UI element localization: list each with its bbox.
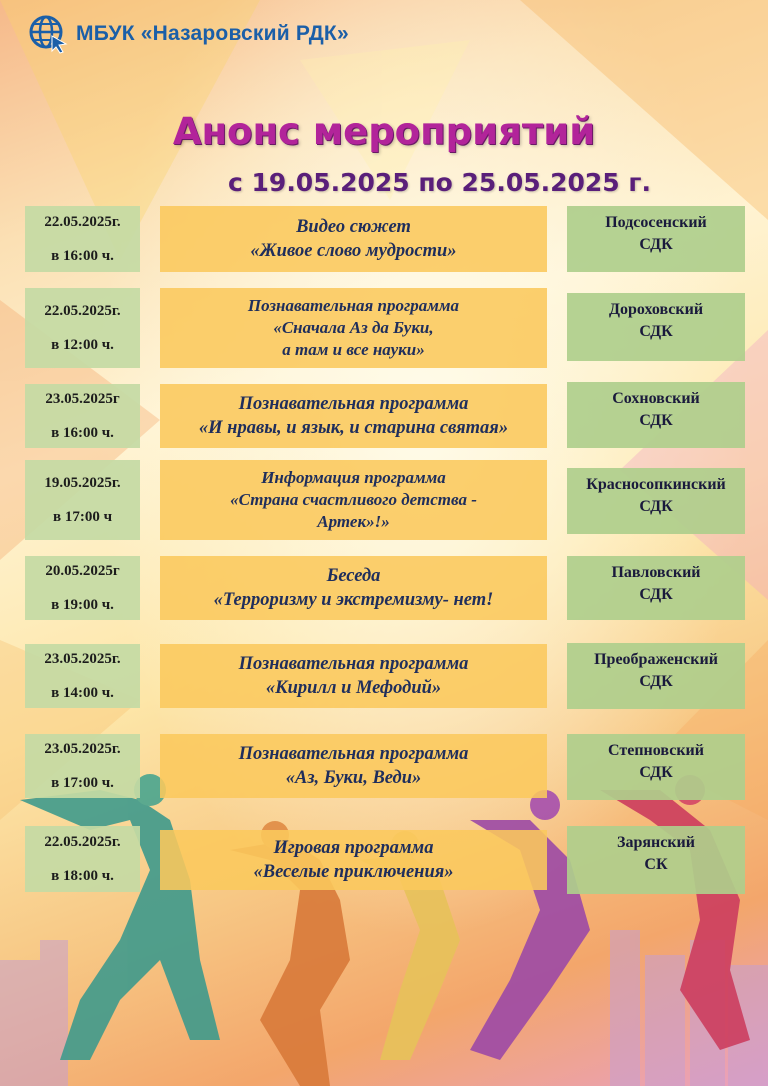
event-venue: Дороховский СДК [567,293,745,361]
event-date: 20.05.2025г в 19:00 ч. [25,556,140,620]
dancers-illustration [20,774,750,1086]
event-title: Информация программа «Страна счастливого детства - Артек»!» [160,460,547,540]
event-title: Познавательная программа «Аз, Буки, Веди» [160,734,547,798]
event-venue: Зарянский СК [567,826,745,894]
event-title: Познавательная программа «И нравы, и язык, и старина святая» [160,384,547,448]
event-venue: Подсосенский СДК [567,206,745,272]
globe-cursor-icon [28,14,68,54]
event-date: 23.05.2025г. в 14:00 ч. [25,644,140,708]
org-name: МБУК «Назаровский РДК» [76,22,349,45]
event-venue: Сохновский СДК [567,382,745,448]
date-range: с 19.05.2025 по 25.05.2025 г. [228,168,651,197]
page-title: Анонс мероприятий [172,110,596,153]
event-title: Видео сюжет «Живое слово мудрости» [160,206,547,272]
event-venue: Красносопкинский СДК [567,468,745,534]
event-title: Беседа «Терроризму и экстремизму- нет! [160,556,547,620]
event-date: 22.05.2025г. в 12:00 ч. [25,288,140,368]
event-title: Познавательная программа «Сначала Аз да Буки, а там и все науки» [160,288,547,368]
event-venue: Преображенский СДК [567,643,745,709]
event-date: 19.05.2025г. в 17:00 ч [25,460,140,540]
event-date: 23.05.2025г в 16:00 ч. [25,384,140,448]
event-venue: Степновский СДК [567,734,745,800]
event-date: 23.05.2025г. в 17:00 ч. [25,734,140,798]
event-date: 22.05.2025г. в 16:00 ч. [25,206,140,272]
event-venue: Павловский СДК [567,556,745,620]
event-title: Познавательная программа «Кирилл и Мефодий» [160,644,547,708]
event-date: 22.05.2025г. в 18:00 ч. [25,826,140,892]
event-title: Игровая программа «Веселые приключения» [160,830,547,890]
header [28,14,349,54]
